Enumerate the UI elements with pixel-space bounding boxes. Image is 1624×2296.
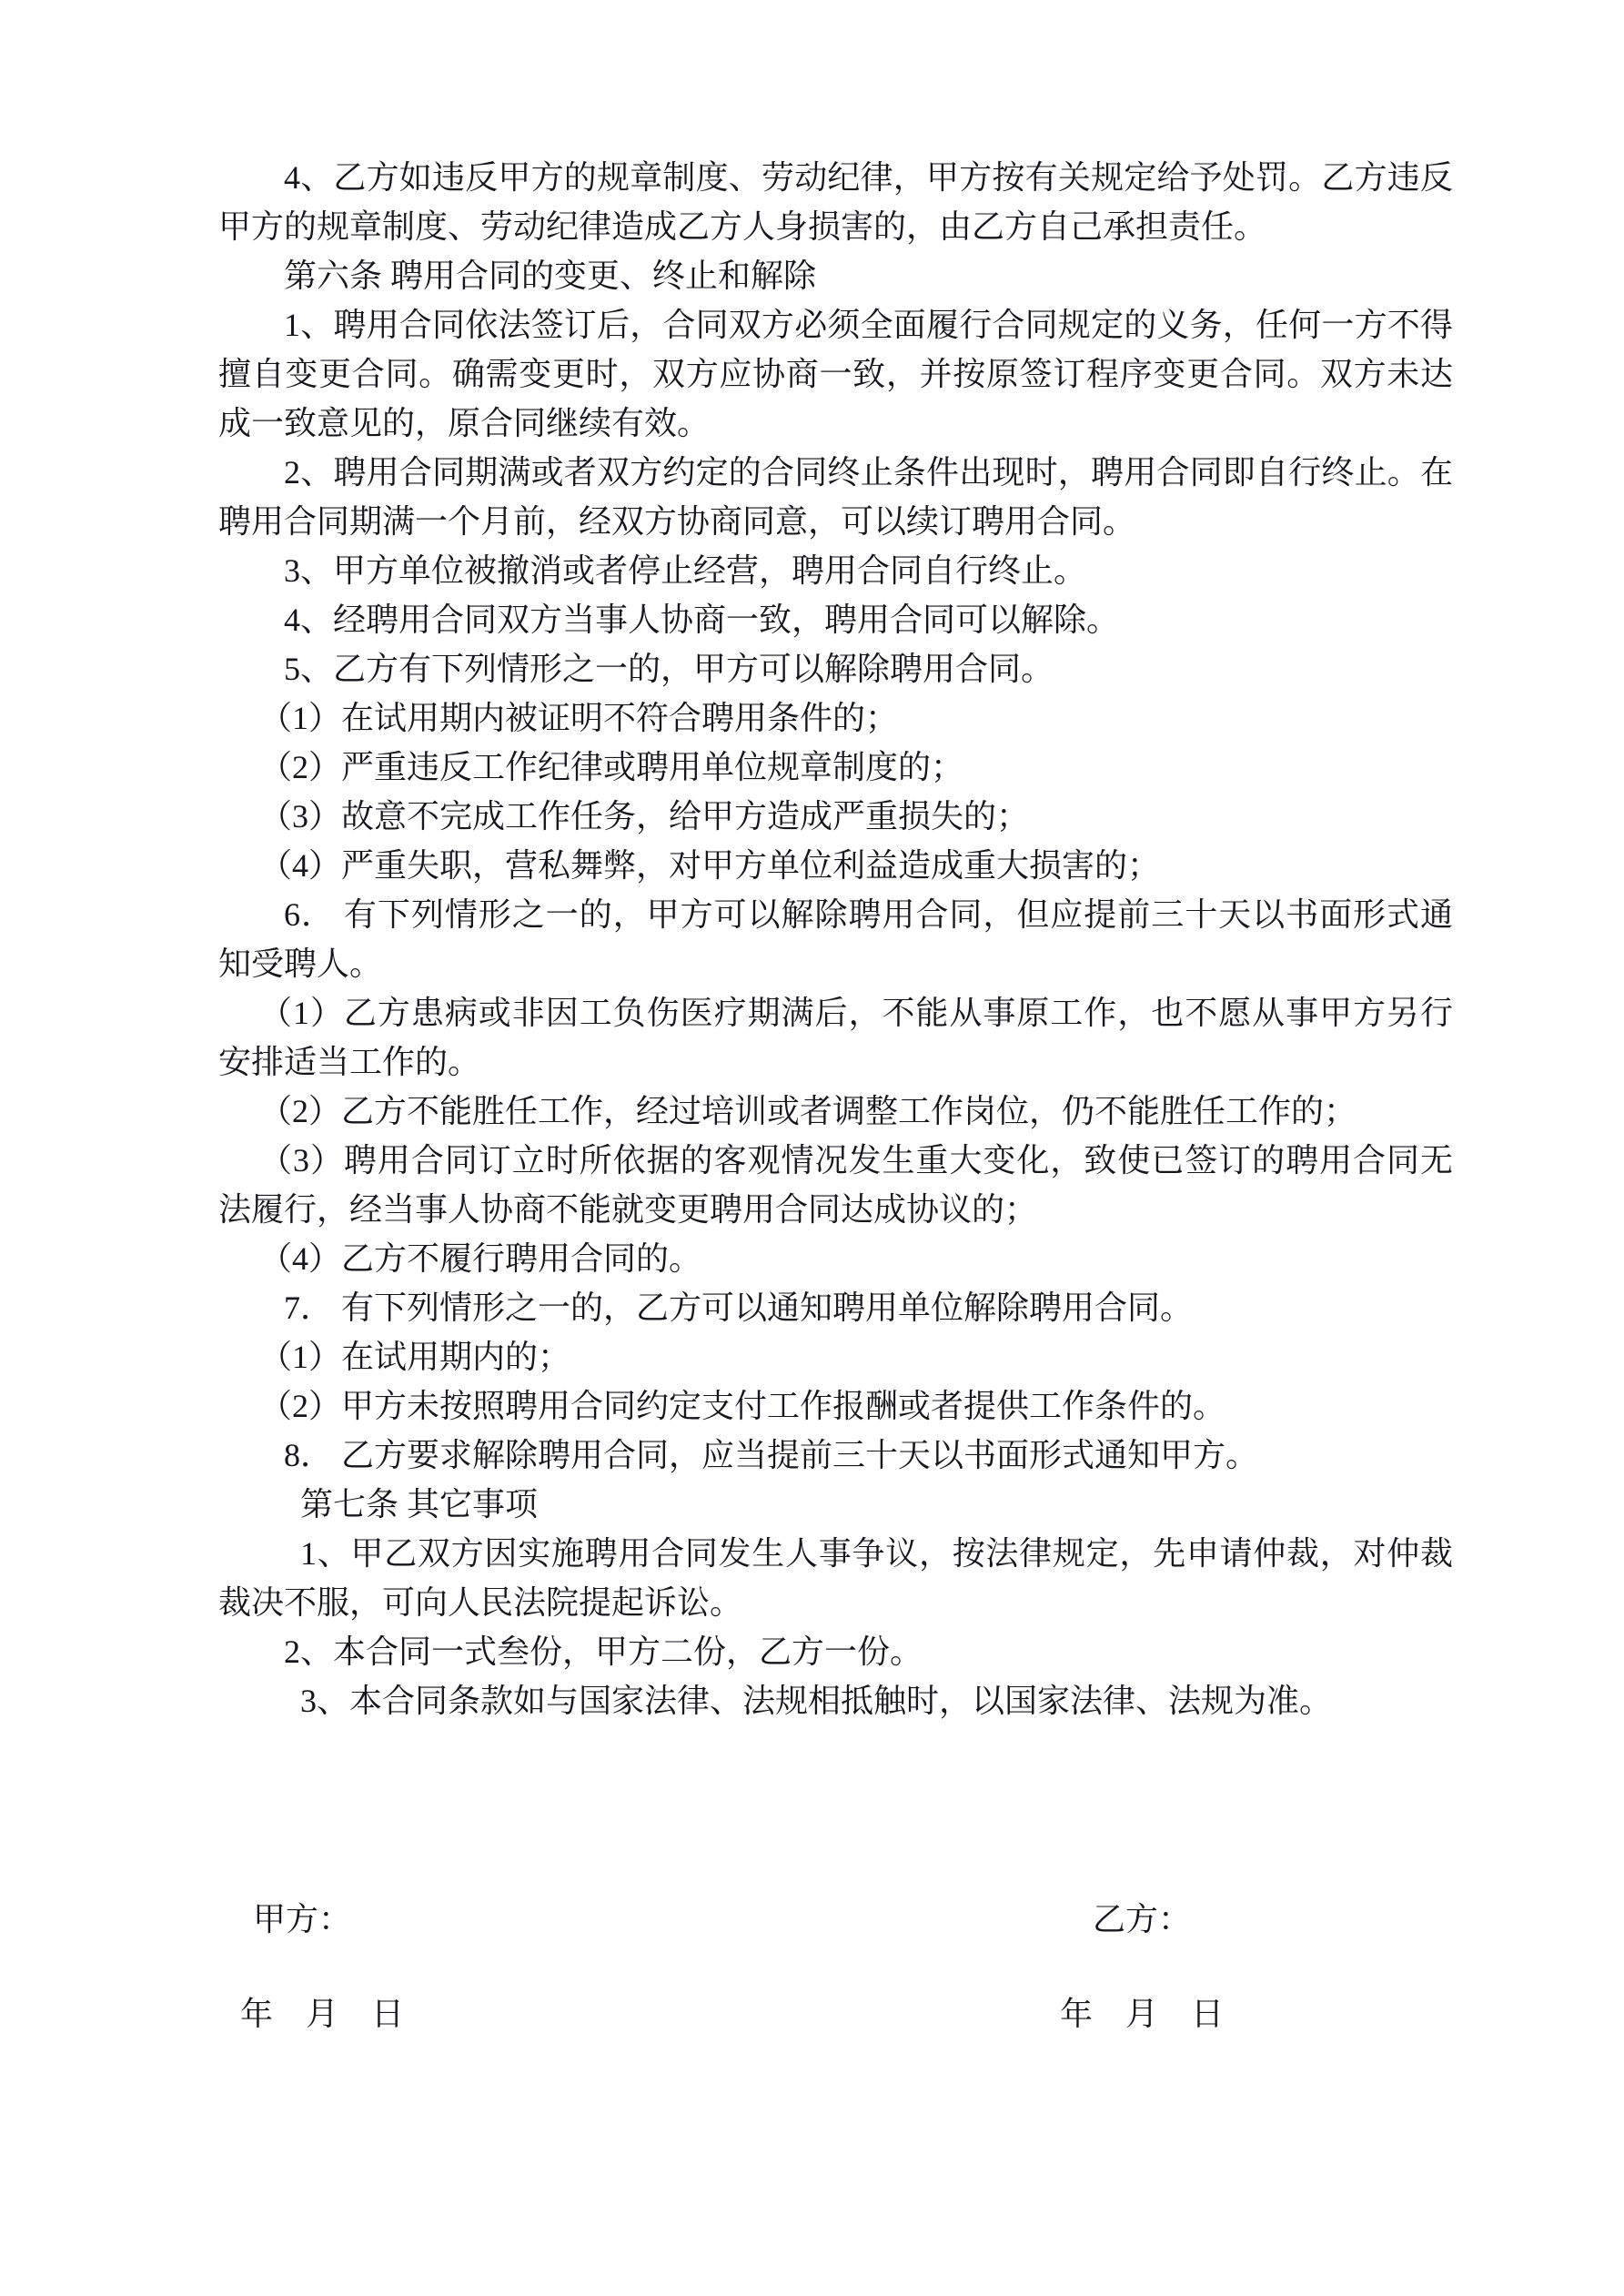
contract-paragraph: 4、乙方如违反甲方的规章制度、劳动纪律，甲方按有关规定给予处罚。乙方违反甲方的规章制度、劳动纪律造成乙方人身损害的，由乙方自己承担责任。 xyxy=(218,159,1453,245)
contract-paragraph: （1）乙方患病或非因工负伤医疗期满后，不能从事原工作，也不愿从事甲方另行安排适当工作的。 xyxy=(218,995,1453,1080)
party-a-label: 甲方： xyxy=(253,1901,352,1937)
contract-paragraph: 8． 乙方要求解除聘用合同，应当提前三十天以书面形式通知甲方。 xyxy=(284,1437,1259,1473)
party-a-date: 年 月 日 xyxy=(240,1996,405,2032)
contract-paragraph: 3、本合同条款如与国家法律、法规相抵触时，以国家法律、法规为准。 xyxy=(300,1683,1333,1719)
party-b-date: 年 月 日 xyxy=(1060,1996,1225,2032)
contract-paragraph: （3）故意不完成工作任务，给甲方造成严重损失的； xyxy=(259,798,1030,834)
contract-paragraph: （4）严重失职，营私舞弊，对甲方单位利益造成重大损害的； xyxy=(259,847,1161,884)
contract-paragraph: 1、甲乙双方因实施聘用合同发生人事争议，按法律规定，先申请仲裁，对仲裁裁决不服，可向人民法院提起诉讼。 xyxy=(218,1535,1453,1621)
contract-paragraph: 6． 有下列情形之一的，甲方可以解除聘用合同，但应提前三十天以书面形式通知受聘人。 xyxy=(218,896,1453,982)
signature-section xyxy=(218,1895,1453,2038)
contract-paragraph: 7． 有下列情形之一的，乙方可以通知聘用单位解除聘用合同。 xyxy=(284,1290,1194,1326)
date-row xyxy=(218,1989,1453,2038)
contract-paragraph: （4）乙方不履行聘用合同的。 xyxy=(259,1240,702,1277)
contract-paragraph: 第七条 其它事项 xyxy=(300,1486,539,1522)
contract-paragraph: 4、经聘用合同双方当事人协商一致，聘用合同可以解除。 xyxy=(284,602,1120,638)
signature-row xyxy=(218,1895,1453,1944)
contract-paragraph: 3、甲方单位被撤消或者停止经营，聘用合同自行终止。 xyxy=(284,552,1087,589)
contract-paragraph: 2、聘用合同期满或者双方约定的合同终止条件出现时，聘用合同即自行终止。在聘用合同期满一个月前，经双方协商同意，可以续订聘用合同。 xyxy=(218,454,1453,540)
contract-paragraph: （2）甲方未按照聘用合同约定支付工作报酬或者提供工作条件的。 xyxy=(259,1388,1226,1424)
contract-paragraph: （3）聘用合同订立时所依据的客观情况发生重大变化，致使已签订的聘用合同无法履行，经当事人协商不能就变更聘用合同达成协议的； xyxy=(218,1142,1453,1228)
contract-paragraph: （2）严重违反工作纪律或聘用单位规章制度的； xyxy=(259,749,964,785)
contract-paragraph: 第六条 聘用合同的变更、终止和解除 xyxy=(284,258,817,294)
contract-paragraph: （1）在试用期内被证明不符合聘用条件的； xyxy=(259,700,899,736)
contract-paragraph: 2、本合同一式叁份，甲方二份，乙方一份。 xyxy=(284,1633,923,1670)
contract-paragraph: （1）在试用期内的； xyxy=(259,1339,571,1375)
contract-paragraph: 5、乙方有下列情形之一的，甲方可以解除聘用合同。 xyxy=(284,651,1054,687)
party-b-label: 乙方： xyxy=(1093,1901,1192,1937)
contract-paragraph: （2）乙方不能胜任工作，经过培训或者调整工作岗位，仍不能胜任工作的； xyxy=(259,1093,1357,1129)
contract-body xyxy=(218,153,1453,1725)
contract-paragraph: 1、聘用合同依法签订后，合同双方必须全面履行合同规定的义务，任何一方不得擅自变更合同。确需变更时，双方应协商一致，并按原签订程序变更合同。双方未达成一致意见的，原合同继续有效。 xyxy=(218,307,1453,441)
